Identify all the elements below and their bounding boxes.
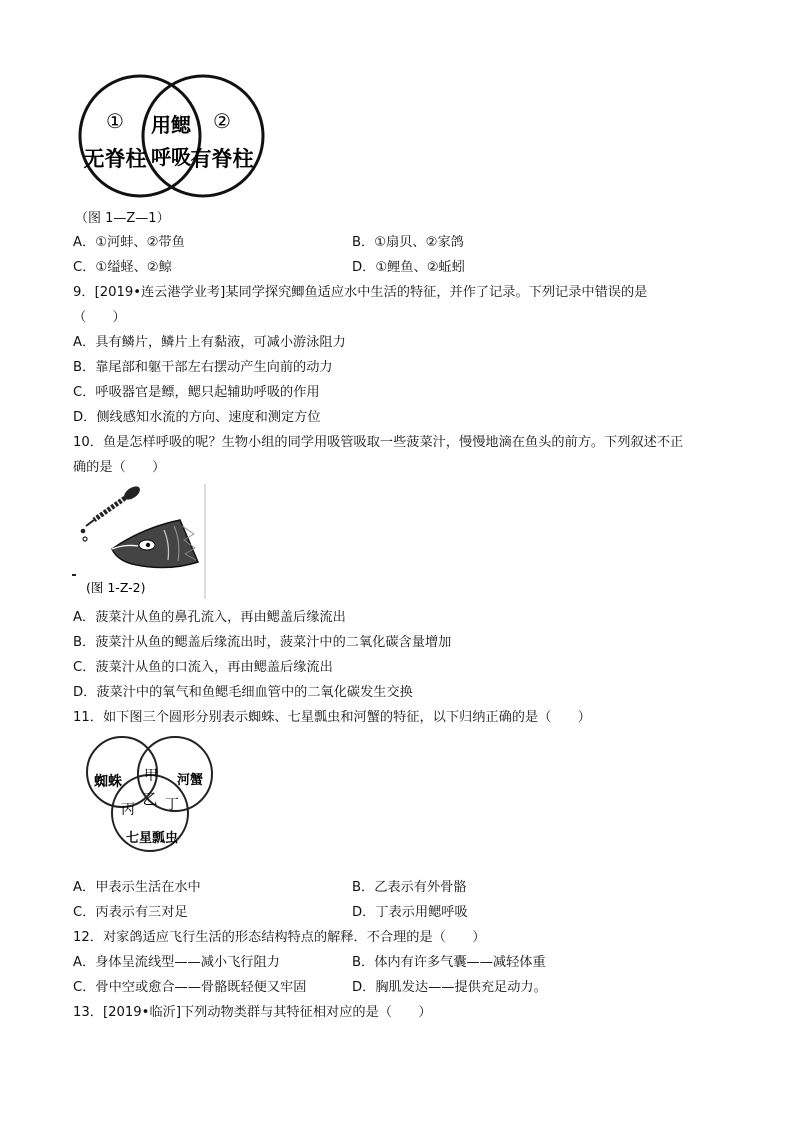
q12-option-c: C．骨中空或愈合——骨骼既轻便又牢固 <box>73 980 307 995</box>
q8-option-b: B．①扇贝、②家鸽 <box>352 235 464 250</box>
q12-option-b: B．体内有许多气囊——减轻体重 <box>352 955 546 970</box>
left-circle-label: 无脊柱 <box>83 147 147 171</box>
q9-option-b: B．靠尾部和躯干部左右摆动产生向前的动力 <box>73 360 333 375</box>
q8-option-row <box>73 259 733 277</box>
q9-option-d: D．侧线感知水流的方向、速度和测定方位 <box>73 410 321 425</box>
q11-option-row <box>73 879 733 897</box>
q9-option-c: C．呼吸器官是鳔，鳃只起辅助呼吸的作用 <box>73 385 320 400</box>
ladybug-label: 七星瓢虫 <box>125 831 179 846</box>
q9-option-a: A．具有鳞片，鳞片上有黏液，可减小游泳阻力 <box>73 335 346 350</box>
q11-option-d: D．丁表示用鳃呼吸 <box>352 905 468 920</box>
dropper-icon <box>86 484 142 526</box>
center-label-top: 用鳃 <box>151 113 191 137</box>
q8-option-d: D．①鲤鱼、②蚯蚓 <box>352 260 465 275</box>
q10-option-a: A．菠菜汁从鱼的鼻孔流入，再由鳃盖后缘流出 <box>73 610 346 625</box>
figure1-caption: （图 1—Z—1） <box>75 211 170 226</box>
droplet-icon <box>83 537 87 541</box>
q12-option-a: A．身体呈流线型——减小飞行阻力 <box>73 955 280 970</box>
q8-option-row <box>73 234 733 252</box>
q8-option-a: A．①河蚌、②带鱼 <box>73 235 185 250</box>
figure2-caption: (图 1-Z-2) <box>86 580 146 595</box>
q10-option-d: D．菠菜汁中的氧气和鱼鳃毛细血管中的二氧化碳发生交换 <box>73 685 413 700</box>
fish-dropper-figure <box>72 484 207 599</box>
left-circle-number: ① <box>106 109 124 133</box>
q12-stem: 12．对家鸽适应飞行生活的形态结构特点的解释．不合理的是（ ） <box>73 930 486 945</box>
droplet-icon <box>81 529 86 534</box>
q12-option-d: D．胸肌发达——提供充足动力。 <box>352 980 547 995</box>
region-ding-label: 丁 <box>165 797 179 813</box>
q11-stem: 11．如下图三个圆形分别表示蜘蛛、七星瓢虫和河蟹的特征，以下归纳正确的是（ ） <box>73 710 591 725</box>
q11-option-a: A．甲表示生活在水中 <box>73 880 201 895</box>
q10-option-c: C．菠菜汁从鱼的口流入，再由鳃盖后缘流出 <box>73 660 333 675</box>
q9-stem: 9．[2019•连云港学业考]某同学探究鲫鱼适应水中生活的特征，并作了记录。下列记录中错误的是 <box>73 285 648 300</box>
fish-head-icon <box>112 520 198 568</box>
q12-option-row <box>73 979 733 997</box>
q9-answer-blank: （ ） <box>73 310 126 325</box>
region-bing-label: 丙 <box>121 802 135 818</box>
right-circle-label: 有脊柱 <box>190 147 254 171</box>
q10-option-b: B．菠菜汁从鱼的鳃盖后缘流出时，菠菜汁中的二氧化碳含量增加 <box>73 635 452 650</box>
q11-option-row <box>73 904 733 922</box>
venn-diagram-vertebrae <box>70 70 270 205</box>
spider-label: 蜘蛛 <box>94 774 122 790</box>
q13-stem: 13．[2019•临沂]下列动物类群与其特征相对应的是（ ） <box>73 1005 432 1020</box>
region-yi-label: 乙 <box>142 790 158 808</box>
q12-option-row <box>73 954 733 972</box>
center-label-bottom: 呼吸 <box>151 145 191 169</box>
q10-stem-line1: 10．鱼是怎样呼吸的呢？生物小组的同学用吸管吸取一些菠菜汁，慢慢地滴在鱼头的前方。下列叙述不正 <box>73 435 684 450</box>
venn-diagram-arthropods <box>72 734 222 864</box>
crab-label: 河蟹 <box>176 773 204 788</box>
region-jia-label: 甲 <box>144 768 158 784</box>
right-circle-number: ② <box>213 109 231 133</box>
q11-option-c: C．丙表示有三对足 <box>73 905 188 920</box>
q11-option-b: B．乙表示有外骨骼 <box>352 880 467 895</box>
q10-stem-line2: 确的是（ ） <box>73 460 166 475</box>
q8-option-c: C．①缢蛏、②鲸 <box>73 260 172 275</box>
